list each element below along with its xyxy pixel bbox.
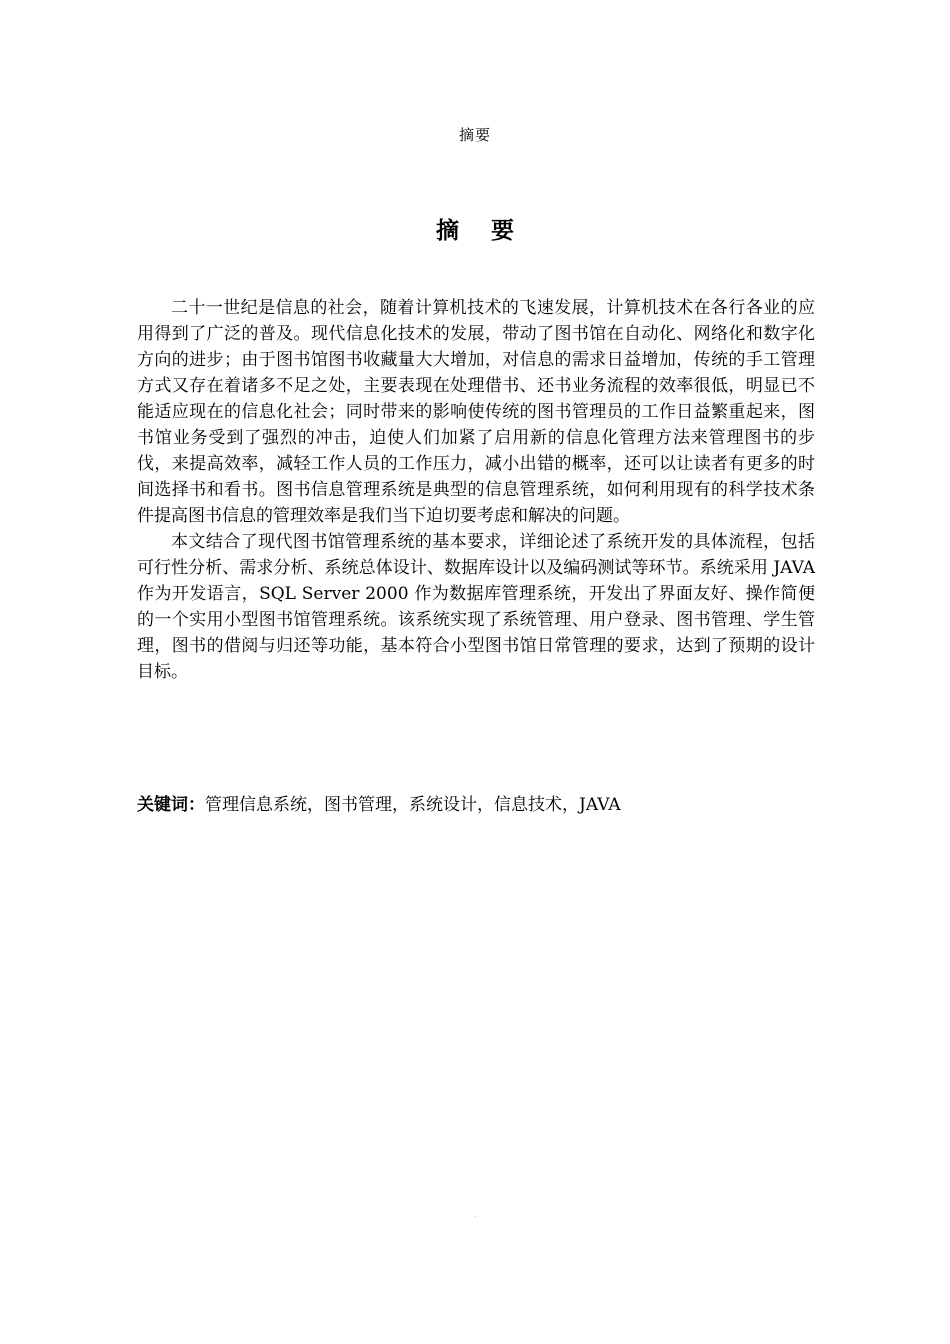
abstract-paragraph-2: 本文结合了现代图书馆管理系统的基本要求，详细论述了系统开发的具体流程，包括可行性分析、需求分析、系统总体设计、数据库设计以及编码测试等环节。系统采用 JAVA 作为开发语言，SQL Server 2000 作为数据库管理系统，开发出了界面友好、操作简便的一个实用小型图书馆管理系统。该系统实现了系统管理、用户登录、图书管理、学生管理，图书的借阅与归还等功能，基本符合小型图书馆日常管理的要求，达到了预期的设计目标。 bbox=[137, 532, 815, 682]
keywords-value: 管理信息系统，图书管理，系统设计，信息技术，JAVA bbox=[205, 795, 621, 815]
keywords-line bbox=[137, 792, 815, 818]
abstract-paragraph-1: 二十一世纪是信息的社会，随着计算机技术的飞速发展，计算机技术在各行各业的应用得到了广泛的普及。现代信息化技术的发展，带动了图书馆在自动化、网络化和数字化方向的进步；由于图书馆图书收藏量大大增加，对信息的需求日益增加，传统的手工管理方式又存在着诸多不足之处，主要表现在处理借书、还书业务流程的效率很低，明显已不能适应现在的信息化社会；同时带来的影响使传统的图书管理员的工作日益繁重起来，图书馆业务受到了强烈的冲击，迫使人们加紧了启用新的信息化管理方法来管理图书的步伐，来提高效率，减轻工作人员的工作压力，减小出错的概率，还可以让读者有更多的时间选择书和看书。图书信息管理系统是典型的信息管理系统，如何利用现有的科学技术条件提高图书信息的管理效率是我们当下迫切要考虑和解决的问题。 bbox=[137, 298, 815, 526]
page-title: 摘 要 bbox=[435, 218, 526, 244]
keywords-label: 关键词： bbox=[137, 795, 205, 815]
footer-mark: . bbox=[473, 1210, 477, 1219]
running-header: 摘要 bbox=[458, 126, 491, 144]
abstract-body bbox=[137, 295, 815, 685]
